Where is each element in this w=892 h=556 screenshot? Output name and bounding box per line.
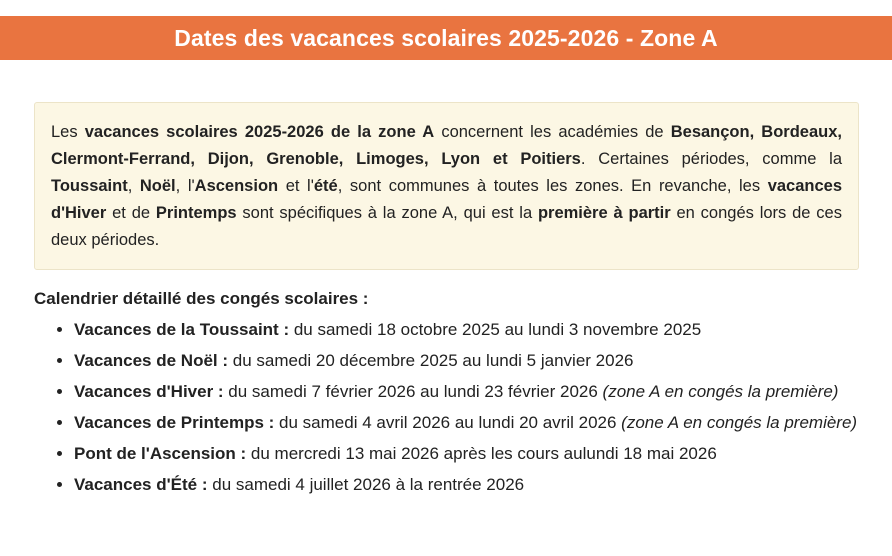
holiday-dates: du mercredi 13 mai 2026 après les cours aulundi 18 mai 2026 xyxy=(246,444,717,463)
intro-paragraph xyxy=(51,119,842,254)
list-item xyxy=(74,378,892,405)
intro-text: , sont communes à toutes les zones. En revanche, les xyxy=(337,177,768,195)
intro-text: et l' xyxy=(278,177,314,195)
holiday-dates: du samedi 4 avril 2026 au lundi 20 avril 2026 xyxy=(274,413,622,432)
intro-highlight: été xyxy=(313,177,338,195)
holiday-label: Vacances de la Toussaint : xyxy=(74,320,290,339)
holiday-dates: du samedi 18 octobre 2025 au lundi 3 novembre 2025 xyxy=(289,320,702,339)
list-item xyxy=(74,440,892,467)
list-item xyxy=(74,409,892,436)
intro-text: . Certaines périodes, comme la xyxy=(580,150,842,168)
title-banner xyxy=(0,16,892,60)
intro-text: , xyxy=(127,177,140,195)
intro-text: Les xyxy=(51,123,85,141)
page xyxy=(0,16,892,556)
intro-highlight: Noël xyxy=(139,177,176,195)
intro-highlight: Besançon, Bordeaux, Clermont-Ferrand, Dijon, Grenoble, Limoges, Lyon et Poitiers xyxy=(51,123,842,168)
intro-text: sont spécifiques à la zone A, qui est la xyxy=(236,204,538,222)
holiday-dates: du samedi 7 février 2026 au lundi 23 février 2026 xyxy=(223,382,603,401)
holiday-label: Vacances d'Hiver : xyxy=(74,382,224,401)
intro-highlight: vacances d'Hiver xyxy=(51,177,843,222)
list-item xyxy=(74,471,892,498)
intro-highlight: Toussaint xyxy=(51,177,128,195)
intro-text: en congés lors de ces deux périodes. xyxy=(51,204,842,249)
intro-box xyxy=(34,102,859,270)
holiday-label: Vacances de Printemps : xyxy=(74,413,275,432)
holiday-dates: du samedi 4 juillet 2026 à la rentrée 2026 xyxy=(207,475,525,494)
holiday-label: Vacances de Noël : xyxy=(74,351,229,370)
page-title: Dates des vacances scolaires 2025-2026 - Zone A xyxy=(174,24,718,51)
intro-highlight: vacances scolaires 2025-2026 de la zone A xyxy=(84,123,435,141)
holiday-label: Pont de l'Ascension : xyxy=(74,444,247,463)
intro-highlight: Printemps xyxy=(155,204,237,222)
calendar-list xyxy=(34,316,892,502)
holiday-label: Vacances d'Été : xyxy=(74,475,208,494)
holiday-note: (zone A en congés la première) xyxy=(602,382,839,401)
intro-highlight: Ascension xyxy=(194,177,279,195)
list-item xyxy=(74,316,892,343)
holiday-dates: du samedi 20 décembre 2025 au lundi 5 janvier 2026 xyxy=(228,351,634,370)
intro-text: concernent les académies de xyxy=(434,123,671,141)
intro-text: et de xyxy=(106,204,156,222)
intro-text: , l' xyxy=(175,177,195,195)
calendar-heading: Calendrier détaillé des congés scolaires : xyxy=(34,289,369,308)
list-item xyxy=(74,347,892,374)
intro-highlight: première à partir xyxy=(537,204,671,222)
holiday-note: (zone A en congés la première) xyxy=(621,413,858,432)
